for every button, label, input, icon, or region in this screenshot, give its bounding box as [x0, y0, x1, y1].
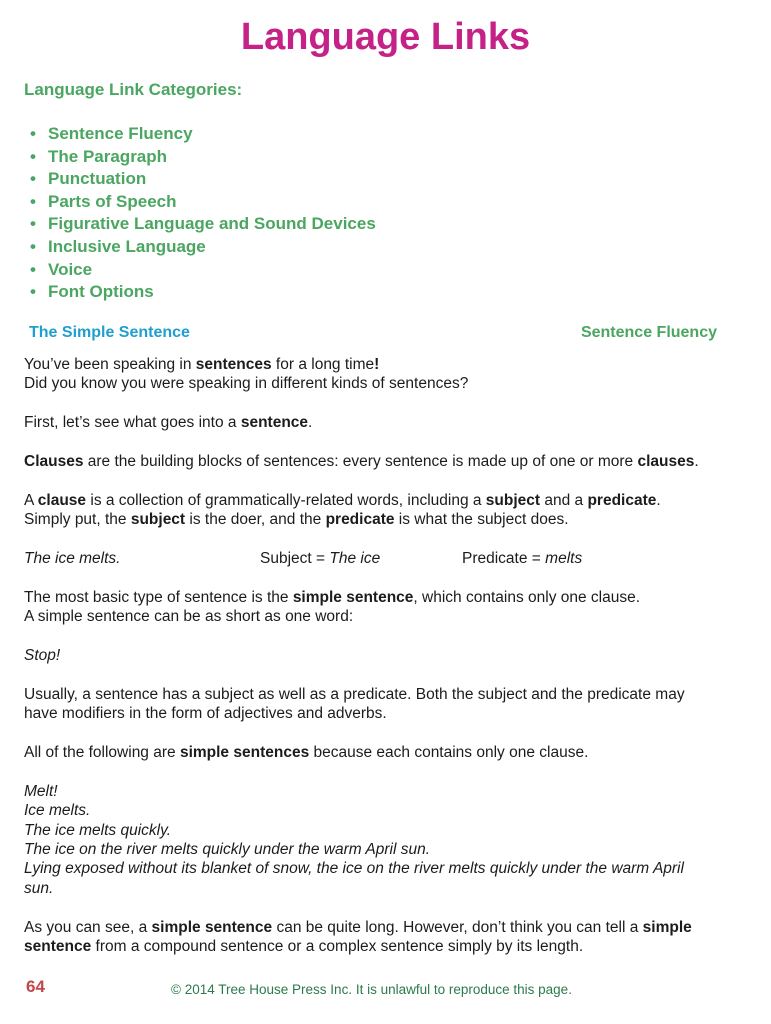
text-segment: subject	[485, 491, 541, 509]
text-segment: .	[308, 414, 313, 432]
text-segment: All of the following are	[24, 744, 180, 761]
text-segment: sentence	[240, 414, 309, 432]
text-segment: Predicate =	[462, 550, 546, 567]
text-segment: .	[656, 491, 661, 509]
text-segment: because each contains only one clause.	[309, 744, 589, 761]
text-segment: subject	[130, 511, 186, 529]
text-line: Usually, a sentence has a subject as well as a predicate. Both the subject and the predicate may	[24, 685, 685, 703]
text-segment: is a collection of grammatically-related words, including a	[86, 491, 486, 509]
example-line: Lying exposed without its blanket of snow, the ice on the river melts quickly under the warm April	[24, 860, 684, 878]
list-item: • Sentence Fluency	[24, 123, 376, 146]
text-segment: As you can see, a	[24, 918, 152, 936]
body-content	[24, 355, 730, 956]
categories-list	[24, 123, 376, 304]
page-number: 64	[26, 977, 45, 996]
text-line	[24, 355, 730, 374]
example-line: The ice on the river melts quickly under the warm April sun.	[24, 841, 431, 859]
section-title: The Simple Sentence	[29, 324, 190, 341]
paragraph-stop	[24, 646, 730, 665]
example-line: The ice melts quickly.	[24, 821, 172, 839]
text-line: A simple sentence can be as short as one word:	[24, 608, 354, 626]
text-segment: You’ve been speaking in	[24, 356, 196, 373]
text-line	[24, 510, 730, 529]
text-segment: clause	[37, 491, 87, 509]
text-segment: Clauses	[24, 453, 84, 470]
text-segment: sentences	[195, 356, 272, 373]
text-segment: The most basic type of sentence is the	[24, 588, 293, 606]
paragraph-speaking	[24, 355, 730, 394]
list-item: • Font Options	[24, 281, 376, 304]
example-predicate	[462, 549, 730, 568]
text-line	[24, 588, 730, 607]
text-segment: , which contains only one clause.	[413, 588, 641, 606]
text-segment: sentence	[24, 938, 92, 956]
text-line: have modifiers in the form of adjectives and adverbs.	[24, 705, 387, 723]
example-sentence: The ice melts.	[24, 550, 121, 567]
text-segment: The ice	[329, 550, 381, 567]
text-segment: Simply put, the	[24, 511, 131, 529]
example-line: sun.	[24, 879, 54, 897]
page-title: Language Links	[240, 16, 531, 58]
text-segment: simple sentences	[179, 744, 310, 761]
text-segment: is what the subject does.	[394, 511, 569, 529]
text-line	[24, 491, 730, 510]
text-segment: predicate	[587, 491, 657, 509]
paragraph-usually	[24, 685, 730, 724]
list-item: • Voice	[24, 259, 376, 282]
text-segment: from a compound sentence or a complex sentence simply by its length.	[91, 938, 584, 956]
text-segment: is the doer, and the	[185, 511, 326, 529]
text-segment: for a long time	[271, 356, 375, 373]
text-segment: are the building blocks of sentences: every sentence is made up of one or more	[83, 453, 638, 470]
text-segment: !	[374, 356, 380, 373]
text-segment: Subject =	[260, 550, 330, 567]
copyright-notice: © 2014 Tree House Press Inc. It is unlawful to reproduce this page.	[171, 982, 572, 997]
section-category-label: Sentence Fluency	[580, 324, 717, 341]
example-line: Melt!	[24, 782, 58, 800]
text-segment: and a	[540, 491, 588, 509]
text-segment: A	[24, 491, 38, 509]
list-item: • The Paragraph	[24, 146, 376, 169]
example-subject	[260, 549, 462, 568]
example-row	[24, 549, 730, 568]
paragraph-example-sentences	[24, 782, 730, 898]
paragraph-basic	[24, 588, 730, 627]
text-segment: .	[694, 453, 699, 470]
text-segment: predicate	[325, 511, 395, 529]
paragraph-clause-definition	[24, 491, 730, 530]
paragraph-conclusion	[24, 918, 730, 957]
list-item: • Inclusive Language	[24, 236, 376, 259]
text-segment: First, let’s see what goes into a	[24, 414, 241, 432]
text-line: Did you know you were speaking in different kinds of sentences?	[24, 375, 469, 393]
list-item: • Punctuation	[24, 168, 376, 191]
text-line	[24, 937, 730, 956]
text-segment: clauses	[637, 453, 695, 470]
text-segment: Stop!	[24, 647, 61, 664]
text-segment: simple sentence	[151, 918, 273, 936]
text-segment: simple sentence	[292, 588, 414, 606]
example-line: Ice melts.	[24, 802, 91, 820]
section-header-row	[24, 324, 747, 342]
text-segment: simple	[642, 918, 692, 936]
list-item: • Parts of Speech	[24, 191, 376, 214]
text-segment: can be quite long. However, don’t think you can tell a	[272, 918, 643, 936]
text-line	[24, 918, 730, 937]
text-segment: melts	[545, 550, 583, 567]
paragraph-all-following	[24, 743, 730, 762]
list-item: • Figurative Language and Sound Devices	[24, 213, 376, 236]
paragraph-first	[24, 413, 730, 432]
categories-heading: Language Link Categories:	[24, 80, 243, 99]
paragraph-clauses	[24, 452, 730, 471]
